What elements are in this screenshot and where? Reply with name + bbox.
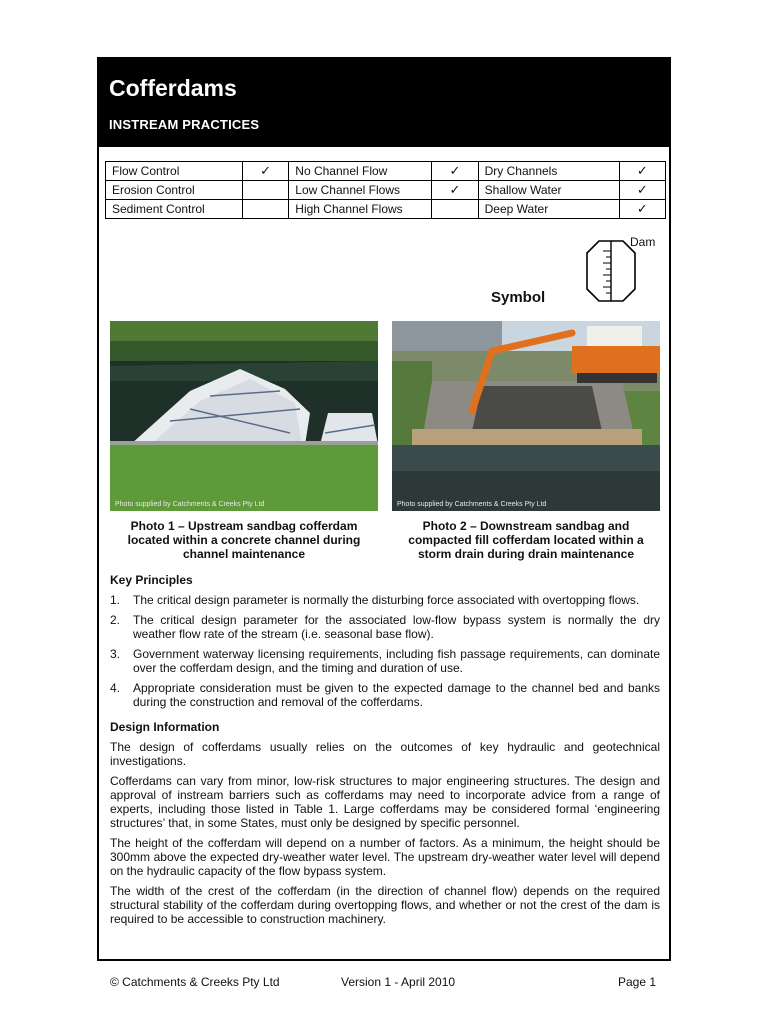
list-number: 4. — [110, 681, 121, 695]
paragraph: The height of the cofferdam will depend on a number of factors. As a minimum, the height should be 300mm above the expected dry-weather water level. The upstream dry-weather water level will depend on the hydraulic capacity of the flow bypass system. — [110, 836, 660, 878]
page-title: Cofferdams — [109, 75, 237, 101]
list-item — [110, 613, 660, 641]
list-item — [110, 593, 660, 607]
check-icon — [432, 200, 478, 219]
photo-2-caption: Photo 2 – Downstream sandbag and compacted fill cofferdam located within a storm drain during drain maintenance — [408, 519, 644, 561]
list-number: 1. — [110, 593, 121, 607]
photo-credit: Photo supplied by Catchments & Creeks Pty Ltd — [115, 501, 265, 508]
paragraph: The design of cofferdams usually relies on the outcomes of key hydraulic and geotechnical investigations. — [110, 740, 660, 768]
paragraph: The width of the crest of the cofferdam (in the direction of channel flow) depends on the required structural stability of the cofferdam during overtopping flows, and whether or not the crest of the dam is required to be accessible to construction machinery. — [110, 884, 660, 926]
dam-label: Dam — [630, 235, 656, 249]
matrix-cell: High Channel Flows — [289, 200, 432, 219]
application-matrix — [105, 161, 666, 219]
check-icon: ✓ — [432, 162, 478, 181]
key-principles-list — [110, 593, 660, 709]
check-icon: ✓ — [619, 200, 665, 219]
paragraph: Cofferdams can vary from minor, low-risk structures to major engineering structures. The design and approval of instream barriers such as cofferdams may need to incorporate advice from a range of experts, including those listed in Table 1. Large cofferdams may be considered formal ‘engineering structures’ that, in some States, must only be designed by specific personnel. — [110, 774, 660, 830]
matrix-row — [106, 162, 666, 181]
list-text: The critical design parameter is normally the disturbing force associated with overtopping flows. — [133, 593, 640, 607]
photo-1 — [110, 321, 378, 511]
list-item — [110, 681, 660, 709]
list-text: Appropriate consideration must be given to the expected damage to the channel bed and banks during the construction and removal of the cofferdams. — [133, 681, 660, 709]
check-icon — [242, 181, 288, 200]
page-frame — [97, 57, 671, 961]
check-icon: ✓ — [619, 181, 665, 200]
dam-symbol-icon — [583, 239, 639, 303]
matrix-cell: Flow Control — [106, 162, 243, 181]
check-icon — [242, 200, 288, 219]
check-icon: ✓ — [242, 162, 288, 181]
photo-credit: Photo supplied by Catchments & Creeks Pty Ltd — [397, 501, 547, 508]
footer-page-number: Page 1 — [618, 975, 657, 989]
matrix-row — [106, 181, 666, 200]
symbol-label: Symbol — [491, 289, 546, 306]
photo-2 — [392, 321, 660, 511]
footer-copyright: © Catchments & Creeks Pty Ltd — [110, 975, 280, 989]
list-number: 2. — [110, 613, 121, 627]
list-item — [110, 647, 660, 675]
body-content — [110, 573, 660, 932]
photo-1-caption: Photo 1 – Upstream sandbag cofferdam located within a concrete channel during channel maintenance — [127, 519, 361, 561]
key-principles-heading: Key Principles — [110, 573, 193, 587]
list-text: The critical design parameter for the associated low-flow bypass system is normally the dry weather flow rate of the stream (i.e. seasonal base flow). — [133, 613, 660, 641]
matrix-cell: Erosion Control — [106, 181, 243, 200]
photo-2-image — [392, 321, 660, 511]
matrix-cell: Sediment Control — [106, 200, 243, 219]
footer-version: Version 1 - April 2010 — [341, 975, 456, 989]
photo-1-image — [110, 321, 378, 511]
matrix-cell: Deep Water — [478, 200, 619, 219]
page-header — [99, 59, 669, 147]
page-subtitle: INSTREAM PRACTICES — [109, 117, 260, 132]
design-information-heading: Design Information — [110, 720, 220, 734]
matrix-cell: Dry Channels — [478, 162, 619, 181]
matrix-cell: Low Channel Flows — [289, 181, 432, 200]
matrix-cell: Shallow Water — [478, 181, 619, 200]
check-icon: ✓ — [619, 162, 665, 181]
matrix-cell: No Channel Flow — [289, 162, 432, 181]
matrix-row — [106, 200, 666, 219]
list-text: Government waterway licensing requirements, including fish passage requirements, can dominate over the cofferdam design, and the timing and duration of use. — [133, 647, 660, 675]
check-icon: ✓ — [432, 181, 478, 200]
list-number: 3. — [110, 647, 121, 661]
